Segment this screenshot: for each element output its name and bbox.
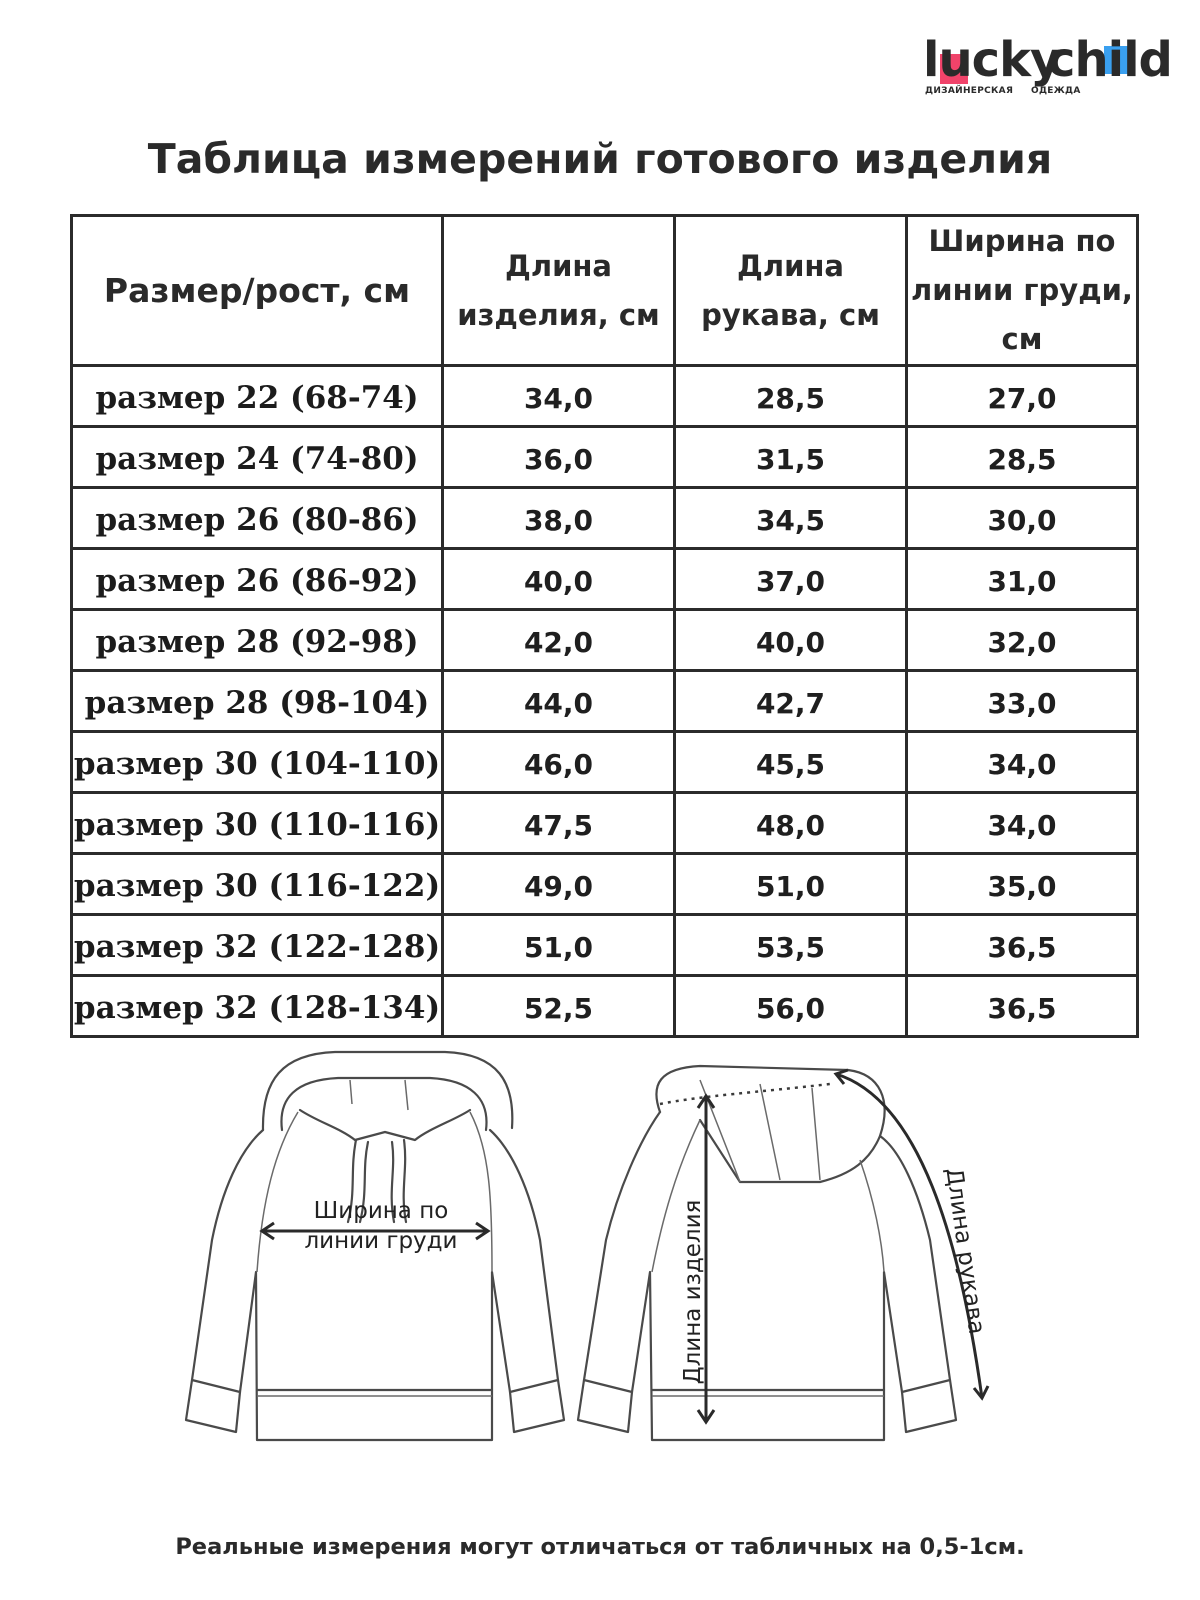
header-chest-width-line1: Ширина по — [928, 224, 1116, 258]
garment-diagram — [0, 1040, 1200, 1480]
item-length-cell: 47,5 — [443, 793, 675, 854]
logo-tagline-2: ОДЕЖДА — [1031, 86, 1081, 96]
table-header-row — [72, 216, 1138, 366]
sleeve-length-cell: 37,0 — [675, 549, 907, 610]
table-row — [72, 366, 1138, 427]
logo-word-lucky: lucky — [923, 32, 1061, 88]
header-sleeve-length-line2: рукава, см — [701, 297, 880, 332]
item-length-cell: 36,0 — [443, 427, 675, 488]
chest-width-cell: 30,0 — [907, 488, 1138, 549]
size-cell: размер 30 (116-122) — [72, 854, 443, 915]
size-cell: размер 30 (110-116) — [72, 793, 443, 854]
table-row — [72, 732, 1138, 793]
item-length-cell: 40,0 — [443, 549, 675, 610]
header-sleeve-length — [675, 216, 907, 366]
header-item-length — [443, 216, 675, 366]
item-length-cell: 38,0 — [443, 488, 675, 549]
chest-width-cell: 32,0 — [907, 610, 1138, 671]
size-cell: размер 22 (68-74) — [72, 366, 443, 427]
size-cell: размер 24 (74-80) — [72, 427, 443, 488]
header-size-height — [72, 216, 443, 366]
item-length-cell: 42,0 — [443, 610, 675, 671]
chest-width-cell: 31,0 — [907, 549, 1138, 610]
brand-logo — [923, 30, 1173, 102]
sleeve-length-cell: 51,0 — [675, 854, 907, 915]
logo-word-child: child — [1047, 32, 1172, 88]
header-item-length-line2: изделия, см — [457, 297, 660, 332]
chest-width-label-line1: Ширина по — [313, 1198, 449, 1224]
table-row — [72, 610, 1138, 671]
table-row — [72, 549, 1138, 610]
table-row — [72, 854, 1138, 915]
header-chest-width-line3: см — [1001, 322, 1043, 356]
hoodie-back-drawing — [578, 1066, 989, 1440]
chest-width-cell: 34,0 — [907, 732, 1138, 793]
sleeve-length-cell: 45,5 — [675, 732, 907, 793]
chest-width-cell: 34,0 — [907, 793, 1138, 854]
item-length-cell: 51,0 — [443, 915, 675, 976]
sleeve-length-cell: 40,0 — [675, 610, 907, 671]
table-row — [72, 671, 1138, 732]
header-chest-width-line2: линии груди, — [911, 273, 1133, 307]
item-length-label: Длина изделия — [680, 1199, 706, 1385]
item-length-cell: 52,5 — [443, 976, 675, 1037]
size-table — [70, 214, 1139, 1038]
size-cell: размер 26 (86-92) — [72, 549, 443, 610]
sleeve-length-cell: 28,5 — [675, 366, 907, 427]
chest-width-cell: 33,0 — [907, 671, 1138, 732]
chest-width-cell: 35,0 — [907, 854, 1138, 915]
table-row — [72, 976, 1138, 1037]
table-row — [72, 915, 1138, 976]
sleeve-length-cell: 31,5 — [675, 427, 907, 488]
size-cell: размер 32 (122-128) — [72, 915, 443, 976]
table-row — [72, 488, 1138, 549]
size-cell: размер 28 (92-98) — [72, 610, 443, 671]
sleeve-length-cell: 56,0 — [675, 976, 907, 1037]
measurement-note: Реальные измерения могут отличаться от табличных на 0,5-1см. — [175, 1534, 1025, 1560]
table-row — [72, 427, 1138, 488]
sleeve-length-cell: 42,7 — [675, 671, 907, 732]
header-chest-width — [907, 216, 1138, 366]
table-row — [72, 793, 1138, 854]
chest-width-cell: 28,5 — [907, 427, 1138, 488]
sleeve-length-cell: 48,0 — [675, 793, 907, 854]
chest-width-cell: 36,5 — [907, 915, 1138, 976]
size-cell: размер 26 (80-86) — [72, 488, 443, 549]
sleeve-length-cell: 53,5 — [675, 915, 907, 976]
size-cell: размер 32 (128-134) — [72, 976, 443, 1037]
page-title: Таблица измерений готового изделия — [147, 135, 1053, 183]
logo-tagline-1: ДИЗАЙНЕРСКАЯ — [925, 86, 1014, 96]
item-length-cell: 44,0 — [443, 671, 675, 732]
chest-width-cell: 27,0 — [907, 366, 1138, 427]
item-length-cell: 34,0 — [443, 366, 675, 427]
header-item-length-line1: Длина — [505, 248, 612, 283]
size-cell: размер 28 (98-104) — [72, 671, 443, 732]
hoodie-front-drawing — [186, 1052, 564, 1440]
chest-width-cell: 36,5 — [907, 976, 1138, 1037]
header-sleeve-length-line1: Длина — [737, 248, 844, 283]
item-length-cell: 49,0 — [443, 854, 675, 915]
size-cell: размер 30 (104-110) — [72, 732, 443, 793]
sleeve-length-cell: 34,5 — [675, 488, 907, 549]
chest-width-label-line2: линии груди — [304, 1228, 458, 1254]
sleeve-length-label: Длина рукава — [940, 1166, 990, 1336]
item-length-cell: 46,0 — [443, 732, 675, 793]
header-size-height-line: Размер/рост, см — [103, 271, 411, 310]
